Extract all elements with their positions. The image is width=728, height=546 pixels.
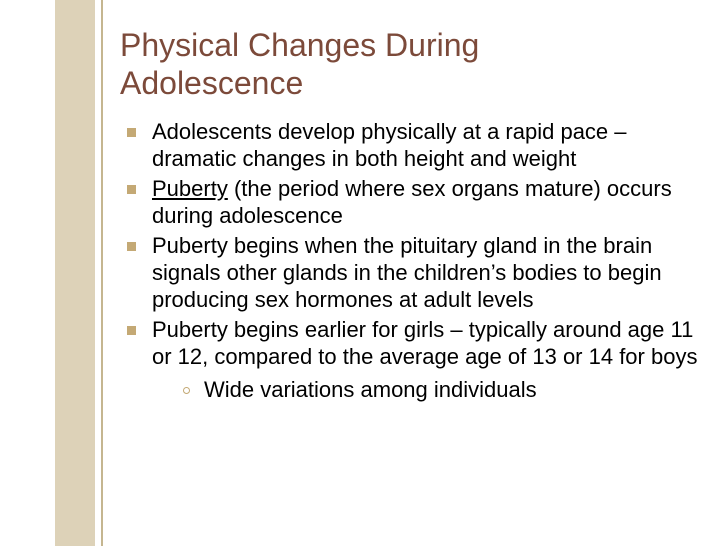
square-bullet-icon [127,326,136,335]
bullet-text: (the period where sex organs mature) occurs during adolescence [152,176,672,228]
bullet-item [124,316,714,403]
slide-title [120,26,710,102]
title-line-1: Physical Changes During [120,27,480,63]
decorative-side-line [101,0,103,546]
bullet-item [124,232,714,313]
bullet-item [124,118,714,172]
bullet-item [124,175,714,229]
square-bullet-icon [127,128,136,137]
sub-bullet-item [152,376,714,403]
square-bullet-icon [127,185,136,194]
square-bullet-icon [127,242,136,251]
sub-bullet-text: Wide variations among individuals [204,377,537,402]
bullet-text: Adolescents develop physically at a rapid pace – dramatic changes in both height and weight [152,119,627,171]
puberty-term: Puberty [152,176,228,201]
bullet-list [124,118,714,406]
decorative-side-bar [55,0,95,546]
bullet-text: Puberty begins earlier for girls – typically around age 11 or 12, compared to the average age of 13 or 14 for boys [152,317,698,369]
ring-bullet-icon [183,387,190,394]
bullet-text: Puberty begins when the pituitary gland in the brain signals other glands in the children’s bodies to begin producing sex hormones at adult levels [152,233,662,312]
title-line-2: Adolescence [120,65,304,101]
